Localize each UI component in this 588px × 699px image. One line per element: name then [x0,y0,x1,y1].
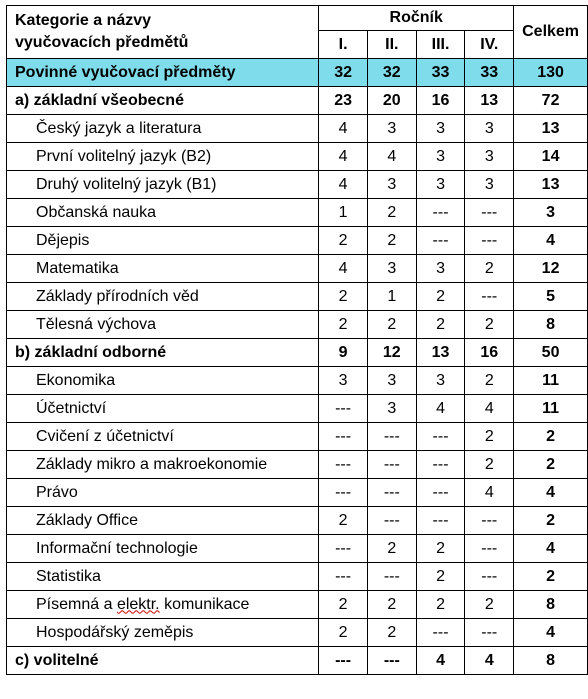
hours-year-4: 16 [465,339,514,367]
subject-name-text: b) základní odborné [15,343,167,361]
hours-year-2: 3 [367,171,416,199]
hours-year-1: 4 [319,143,368,171]
year-header-3: III. [416,31,465,59]
hours-year-2: --- [367,507,416,535]
hours-year-4: --- [465,227,514,255]
subject-name [7,479,319,507]
hours-year-3: 3 [416,115,465,143]
hours-total: 2 [514,451,588,479]
hours-year-4: 2 [465,311,514,339]
subject-name [7,283,319,311]
table-row [7,59,588,87]
year-header-1: I. [319,31,368,59]
hours-year-3: 2 [416,283,465,311]
hours-year-4: 13 [465,87,514,115]
subject-name-text: Hospodářský zeměpis [36,623,194,641]
hours-year-1: 2 [319,507,368,535]
hours-year-1: 2 [319,591,368,619]
hours-year-4: 2 [465,367,514,395]
hours-year-3: --- [416,227,465,255]
subject-name-text: a) základní všeobecné [15,91,184,109]
table-row [7,591,588,619]
hours-year-4: --- [465,535,514,563]
subject-name-text: Povinné vyučovací předměty [15,63,236,81]
hours-year-3: 33 [416,59,465,87]
table-body [7,59,588,675]
subject-name [7,59,319,87]
subject-name-text: Tělesná výchova [36,315,157,333]
hours-total: 4 [514,479,588,507]
hours-year-4: 33 [465,59,514,87]
hours-total: 2 [514,507,588,535]
hours-year-2: 20 [367,87,416,115]
hours-year-4: 2 [465,255,514,283]
hours-year-1: 3 [319,367,368,395]
hours-year-2: --- [367,451,416,479]
hours-year-3: 16 [416,87,465,115]
spellcheck-underline: elektr. [116,595,160,613]
hours-year-3: 2 [416,563,465,591]
hours-year-2: 12 [367,339,416,367]
header-row [7,6,588,31]
hours-year-1: 2 [319,311,368,339]
hours-year-3: 4 [416,647,465,675]
hours-total: 50 [514,339,588,367]
hours-year-2: 3 [367,395,416,423]
hours-total: 12 [514,255,588,283]
hours-year-2: --- [367,423,416,451]
rocnik-header: Ročník [319,6,514,31]
hours-year-3: --- [416,423,465,451]
hours-total: 2 [514,423,588,451]
hours-year-4: 2 [465,423,514,451]
table-row [7,87,588,115]
hours-year-3: --- [416,479,465,507]
subject-name [7,395,319,423]
hours-year-3: 13 [416,339,465,367]
hours-year-4: --- [465,619,514,647]
subject-name [7,339,319,367]
subject-name-text: Statistika [36,567,101,585]
table-row [7,367,588,395]
category-header [7,6,319,59]
subject-name [7,255,319,283]
hours-year-3: 3 [416,367,465,395]
subject-name [7,199,319,227]
hours-year-2: 2 [367,535,416,563]
hours-year-1: 23 [319,87,368,115]
table-row [7,227,588,255]
subject-name-text: Základy Office [36,511,138,529]
hours-year-1: 9 [319,339,368,367]
hours-year-4: --- [465,563,514,591]
hours-total: 4 [514,535,588,563]
subject-name [7,591,319,619]
subject-name [7,563,319,591]
table-row [7,283,588,311]
hours-year-1: --- [319,563,368,591]
year-header-2: II. [367,31,416,59]
subject-name-text: Základy přírodních věd [36,287,199,305]
hours-year-1: 4 [319,171,368,199]
hours-year-4: --- [465,199,514,227]
hours-year-2: 4 [367,143,416,171]
hours-total: 8 [514,647,588,675]
hours-year-3: 3 [416,171,465,199]
hours-year-1: 2 [319,227,368,255]
hours-year-3: 3 [416,143,465,171]
subject-name-text: Druhý volitelný jazyk (B1) [36,175,217,193]
table-row [7,563,588,591]
subject-name [7,619,319,647]
hours-total: 13 [514,115,588,143]
hours-total: 11 [514,367,588,395]
hours-year-1: --- [319,395,368,423]
hours-year-1: --- [319,423,368,451]
hours-year-3: 3 [416,255,465,283]
hours-year-4: 2 [465,591,514,619]
hours-year-1: --- [319,535,368,563]
hours-year-2: 2 [367,591,416,619]
hours-year-2: 2 [367,311,416,339]
hours-year-2: 2 [367,199,416,227]
hours-year-1: 4 [319,255,368,283]
hours-year-1: --- [319,451,368,479]
subject-name-text: První volitelný jazyk (B2) [36,147,212,165]
subject-name-text: Matematika [36,259,119,277]
subject-name [7,451,319,479]
hours-year-1: 32 [319,59,368,87]
hours-year-2: 2 [367,227,416,255]
subject-name [7,311,319,339]
hours-year-4: 2 [465,451,514,479]
table-row [7,619,588,647]
hours-total: 8 [514,311,588,339]
hours-total: 5 [514,283,588,311]
hours-year-2: 32 [367,59,416,87]
hours-year-4: 4 [465,395,514,423]
hours-year-1: --- [319,479,368,507]
hours-total: 13 [514,171,588,199]
hours-year-3: 2 [416,311,465,339]
subject-name-text: Základy mikro a makroekonomie [36,455,268,473]
hours-year-1: 2 [319,283,368,311]
table-row [7,507,588,535]
table-row [7,395,588,423]
table-row [7,199,588,227]
hours-total: 8 [514,591,588,619]
hours-total: 130 [514,59,588,87]
total-header: Celkem [514,6,588,59]
hours-year-2: 2 [367,619,416,647]
subject-name-text: Český jazyk a literatura [36,119,202,137]
table-row [7,171,588,199]
hours-total: 4 [514,619,588,647]
hours-year-3: 2 [416,591,465,619]
hours-year-3: 2 [416,535,465,563]
subject-name [7,143,319,171]
subject-name [7,367,319,395]
table-row [7,423,588,451]
hours-year-3: --- [416,199,465,227]
hours-total: 4 [514,227,588,255]
table-row [7,647,588,675]
category-header-line2: vyučovacích předmětů [15,34,189,51]
subject-name-text: Ekonomika [36,371,116,389]
subject-name [7,171,319,199]
subject-name [7,423,319,451]
hours-year-1: 1 [319,199,368,227]
hours-year-4: 3 [465,143,514,171]
hours-year-4: 3 [465,171,514,199]
hours-total: 72 [514,87,588,115]
hours-year-4: 4 [465,647,514,675]
hours-total: 14 [514,143,588,171]
hours-total: 11 [514,395,588,423]
subject-name [7,647,319,675]
hours-year-1: --- [319,647,368,675]
hours-year-2: 1 [367,283,416,311]
year-header-4: IV. [465,31,514,59]
table-row [7,143,588,171]
subject-name [7,87,319,115]
hours-year-2: --- [367,479,416,507]
hours-year-4: --- [465,283,514,311]
hours-year-4: 4 [465,479,514,507]
hours-year-2: 3 [367,255,416,283]
hours-year-4: 3 [465,115,514,143]
subject-name-text: Dějepis [36,231,90,249]
table-row [7,311,588,339]
hours-year-1: 2 [319,619,368,647]
hours-year-2: --- [367,647,416,675]
hours-year-2: --- [367,563,416,591]
subject-name-text: Informační technologie [36,539,198,557]
hours-year-2: 3 [367,367,416,395]
subject-name-text: Právo [36,483,78,501]
hours-year-3: --- [416,619,465,647]
table-row [7,255,588,283]
hours-year-3: --- [416,507,465,535]
category-header-line1: Kategorie a názvy [15,12,152,29]
subject-name-text: Občanská nauka [36,203,157,221]
hours-year-4: --- [465,507,514,535]
hours-year-2: 3 [367,115,416,143]
subject-name [7,115,319,143]
subject-name [7,227,319,255]
hours-total: 3 [514,199,588,227]
curriculum-table [6,5,588,675]
subject-name [7,535,319,563]
hours-year-3: --- [416,451,465,479]
subject-name-text: Účetnictví [36,399,107,417]
hours-total: 2 [514,563,588,591]
table-row [7,451,588,479]
table-row [7,479,588,507]
subject-name-text: c) volitelné [15,651,99,669]
table-row [7,115,588,143]
hours-year-3: 4 [416,395,465,423]
hours-year-1: 4 [319,115,368,143]
subject-name-text: Cvičení z účetnictví [36,427,174,445]
subject-name [7,507,319,535]
table-row [7,339,588,367]
table-row [7,535,588,563]
subject-name-text: Písemná a elektr. komunikace [36,595,250,613]
